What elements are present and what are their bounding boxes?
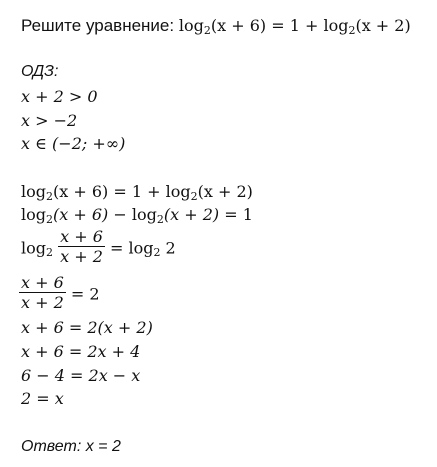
answer-line: Ответ: x = 2: [21, 438, 121, 455]
solution-step-8: 2 = x: [21, 389, 64, 408]
log-word-2: log: [128, 238, 154, 258]
solution-step-1: [21, 182, 253, 202]
log-arg-right: (x + 2): [355, 16, 411, 35]
minus-sign: −: [108, 205, 132, 224]
task-line: [21, 16, 411, 36]
log-word-2: log: [165, 182, 191, 201]
log-base-2: 2: [190, 190, 198, 203]
solution-step-3: [21, 228, 176, 269]
log-arg-left: (x + 6): [53, 182, 109, 201]
fraction-numerator: x + 6: [21, 273, 64, 292]
log-word-2: log: [323, 16, 349, 35]
log-word: log: [178, 16, 204, 35]
fraction: [58, 227, 105, 266]
fraction: [19, 273, 66, 312]
log-base: 2: [203, 24, 211, 37]
log-base: 2: [46, 213, 53, 226]
equals-one-plus: = 1 +: [266, 16, 324, 35]
solution-step-6: x + 6 = 2x + 4: [21, 342, 141, 361]
solution-step-4: [19, 274, 100, 315]
solution-step-7: 6 − 4 = 2x − x: [21, 366, 141, 385]
log-base: 2: [46, 246, 53, 259]
log-word: log: [21, 205, 46, 224]
solution-step-2: [21, 205, 253, 225]
fraction-denominator: x + 2: [21, 293, 64, 312]
log-base-2: 2: [153, 246, 161, 259]
log-base-2: 2: [348, 24, 356, 37]
fraction-denominator: x + 2: [60, 247, 103, 266]
log-base: 2: [46, 190, 53, 203]
odz-line-3: x ∈ (−2; +∞): [21, 134, 126, 153]
odz-title: ОДЗ:: [21, 63, 59, 80]
solution-step-5: x + 6 = 2(x + 2): [21, 318, 153, 337]
odz-line-2: x > −2: [21, 111, 78, 130]
rhs-value: = 1: [219, 205, 253, 224]
fraction-numerator: x + 6: [60, 227, 103, 246]
equals-one-plus: = 1 +: [108, 182, 166, 201]
rhs-value: 2: [160, 238, 176, 258]
log-base-2: 2: [156, 213, 164, 226]
log-word: log: [21, 182, 46, 201]
log-word: log: [21, 238, 46, 258]
log-arg-left: (x + 6): [53, 205, 109, 224]
log-word-2: log: [131, 205, 157, 224]
task-prompt: Решите уравнение:: [21, 16, 179, 35]
odz-line-1: x + 2 > 0: [21, 87, 98, 106]
log-arg-right: (x + 2): [197, 182, 253, 201]
rhs-value: = 2: [65, 284, 100, 304]
log-arg-right: (x + 2): [163, 205, 220, 224]
equals-sign: =: [104, 238, 129, 258]
log-arg-left: (x + 6): [210, 16, 267, 35]
